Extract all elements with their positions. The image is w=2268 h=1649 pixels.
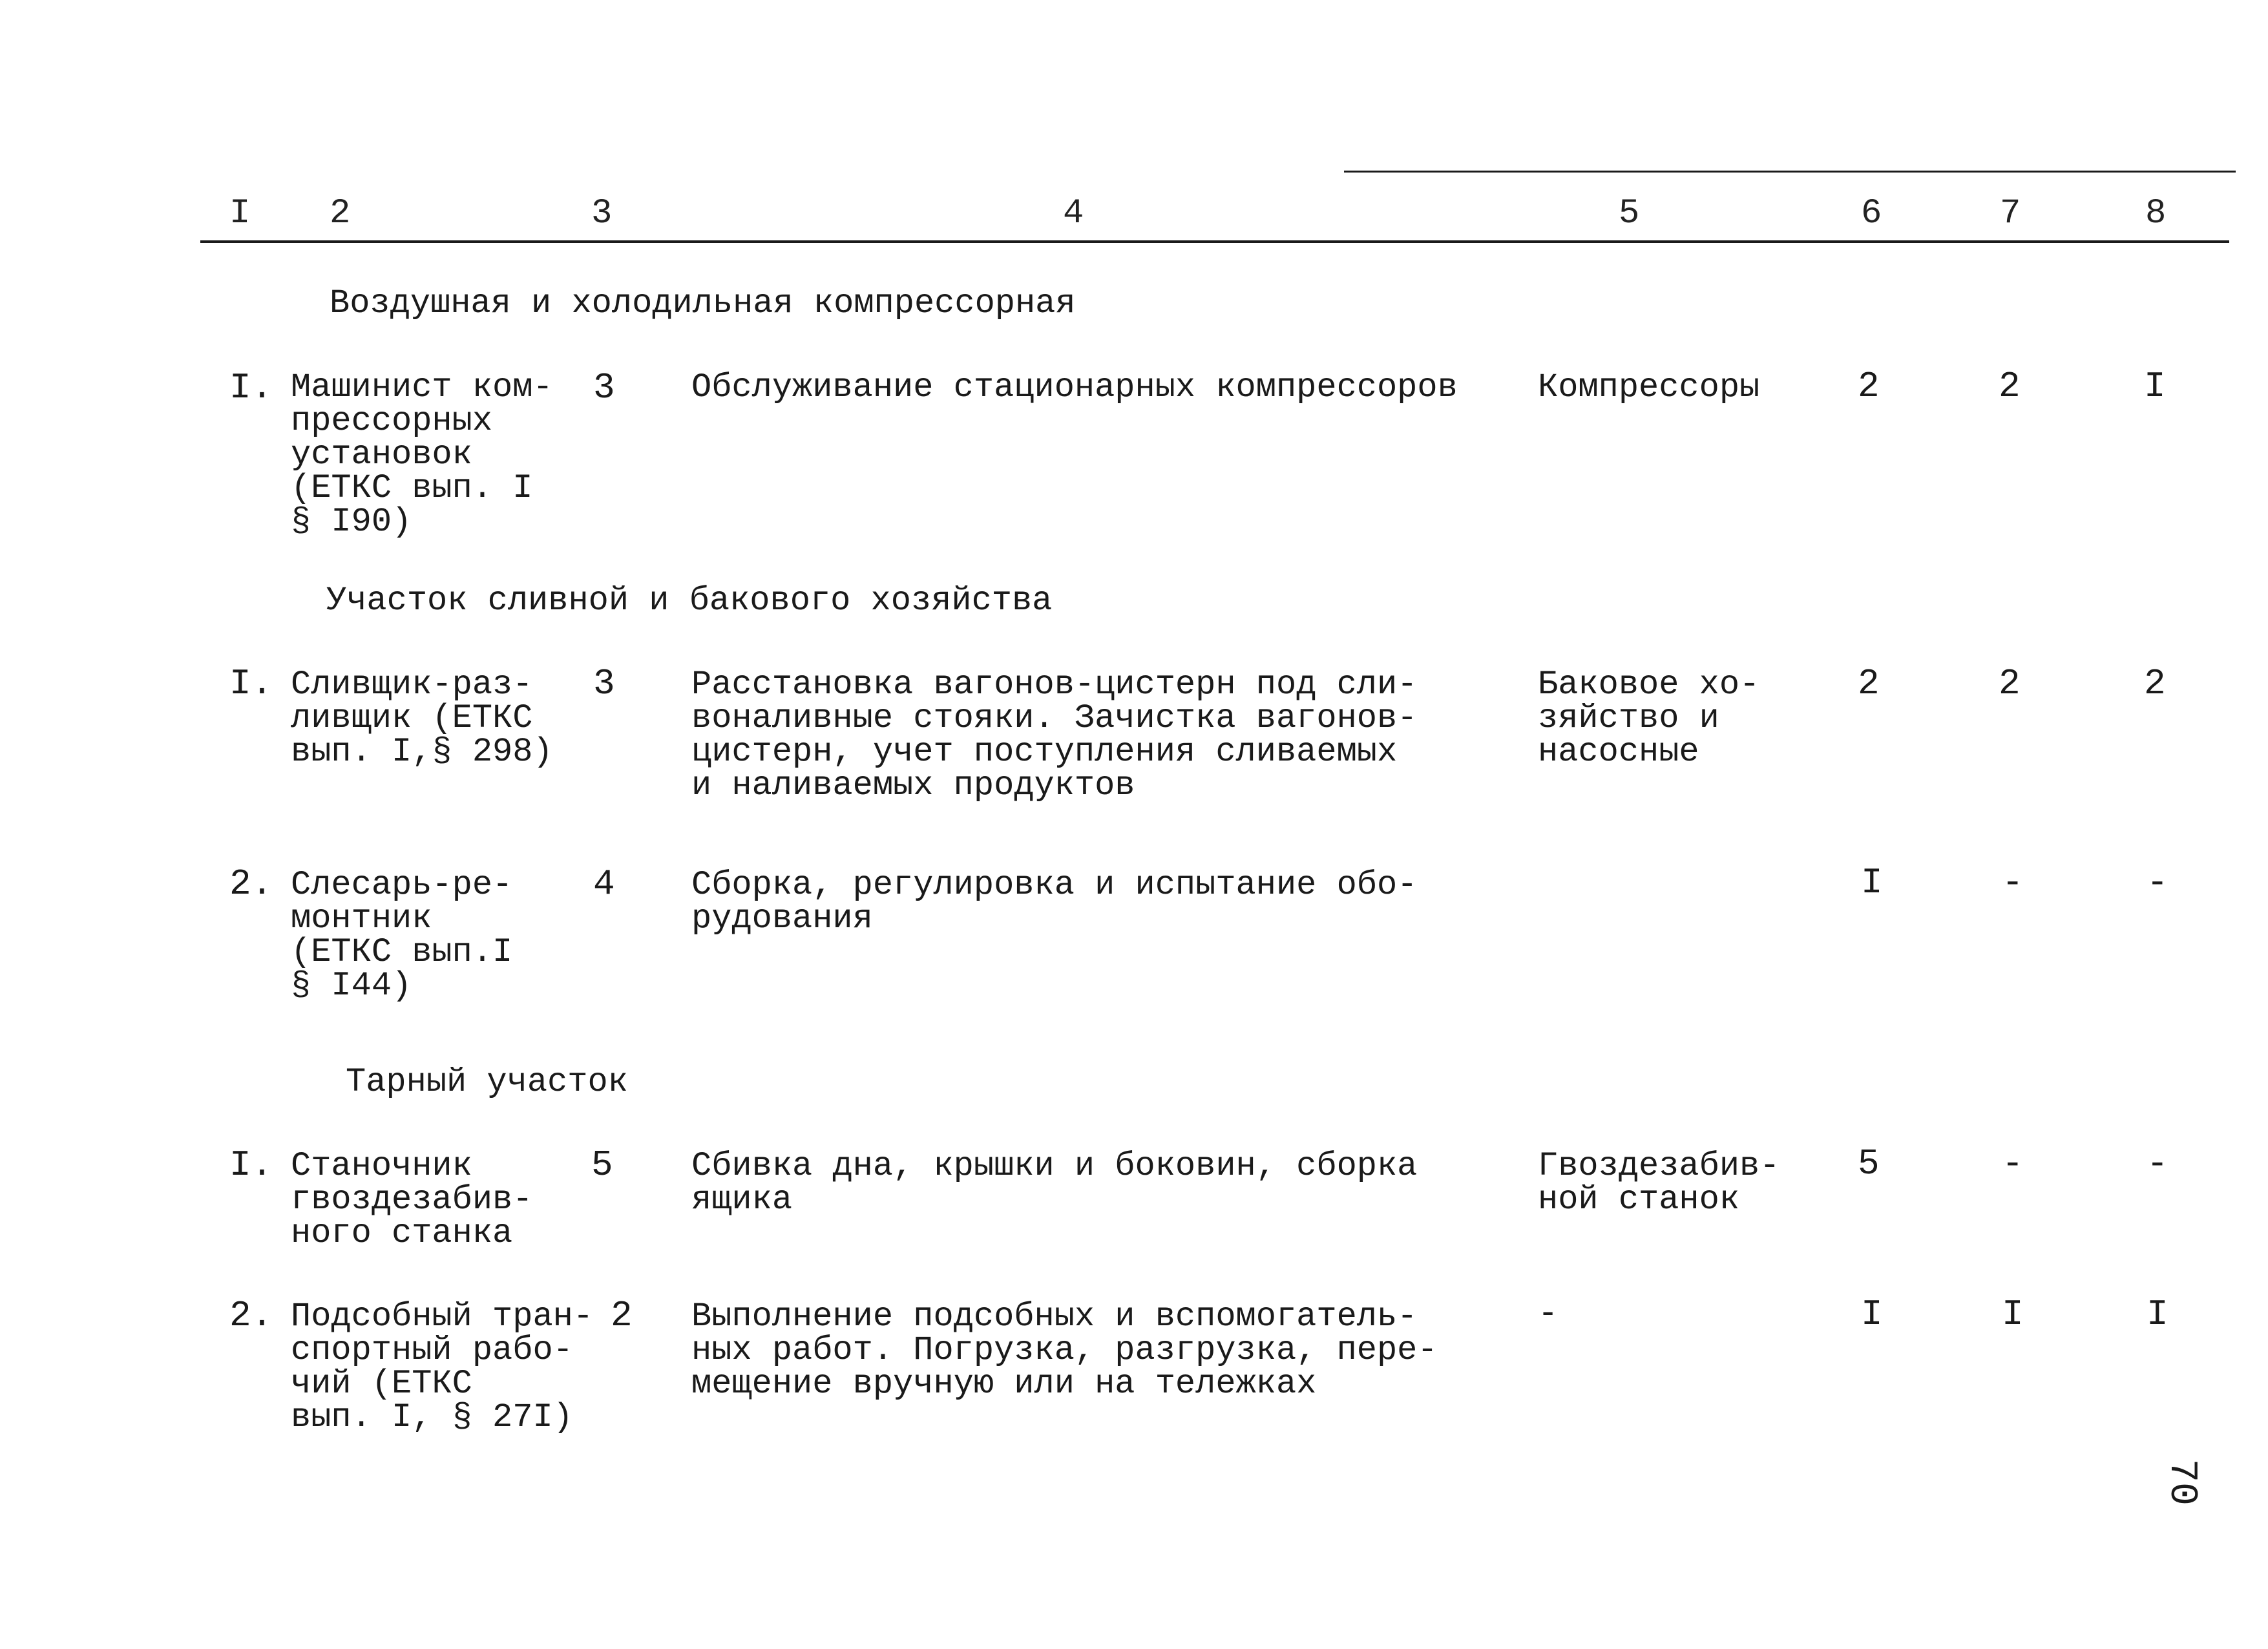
grade-cell: 3 — [593, 663, 615, 704]
page-number: 70 — [2159, 1458, 2204, 1506]
work-cell: Обслуживание стационарных компрессоров — [691, 368, 1458, 406]
col8-cell: - — [2147, 1143, 2168, 1184]
col7-cell: 2 — [1999, 663, 2021, 704]
row-number: I. — [229, 663, 273, 704]
column-header-3: 3 — [591, 194, 613, 233]
column-header-5: 5 — [1619, 194, 1640, 233]
grade-cell: 4 — [593, 863, 615, 905]
section-title: Участок сливной и бакового хозяйства — [326, 582, 1053, 620]
work-cell: Сборка, регулировка и испытание обо- рудования — [691, 866, 1418, 938]
work-cell: Выполнение подсобных и вспомогатель- ных работ. Погрузка, разгрузка, пере- мещение вручную или на тележках — [691, 1297, 1438, 1403]
col6-cell: I — [1861, 862, 1883, 903]
site-cell: - — [1538, 1295, 1559, 1333]
work-cell: Расстановка вагонов-цистерн под сли- воналивные стояки. Зачистка вагонов- цистерн, учет поступления сливаемых и наливаемых продуктов — [691, 666, 1418, 804]
row-number: I. — [229, 367, 273, 408]
header-top-rule — [1344, 171, 2236, 173]
profession-cell: Станочник гвоздезабив- ного станка — [291, 1147, 533, 1252]
column-header-1: I — [229, 194, 251, 233]
column-header-6: 6 — [1861, 194, 1882, 233]
col7-cell: - — [2002, 1143, 2024, 1184]
header-bottom-rule — [200, 240, 2229, 243]
profession-cell: Подсобный тран- спортный рабо- чий (ЕТКС вып. I, § 27I) — [291, 1297, 594, 1436]
col8-cell: I — [2147, 1294, 2168, 1335]
column-header-4: 4 — [1063, 194, 1084, 233]
work-cell: Сбивка дна, крышки и боковин, сборка ящика — [691, 1147, 1418, 1219]
column-header-8: 8 — [2145, 194, 2167, 233]
profession-cell: Слесарь-ре- монтник (ЕТКС вып.I § I44) — [291, 866, 513, 1005]
row-number: 2. — [229, 1295, 273, 1336]
profession-cell: Машинист ком- прессорных установок (ЕТКС вып. I § I90) — [291, 368, 553, 541]
site-cell: Компрессоры — [1538, 368, 1760, 406]
row-number: 2. — [229, 863, 273, 905]
column-header-2: 2 — [330, 194, 351, 233]
col7-cell: I — [2002, 1294, 2024, 1335]
site-cell: Баковое хо- зяйство и насосные — [1538, 666, 1760, 771]
col6-cell: 2 — [1858, 663, 1880, 704]
grade-cell: 3 — [593, 367, 615, 408]
col8-cell: I — [2144, 366, 2166, 407]
col6-cell: 5 — [1858, 1143, 1880, 1184]
col6-cell: 2 — [1858, 366, 1880, 407]
section-title: Тарный участок — [346, 1063, 628, 1101]
col7-cell: 2 — [1999, 366, 2021, 407]
row-number: I. — [229, 1144, 273, 1186]
grade-cell: 5 — [591, 1144, 613, 1186]
grade-cell: 2 — [611, 1295, 633, 1336]
col8-cell: - — [2147, 862, 2168, 903]
section-title: Воздушная и холодильная компрессорная — [330, 284, 1076, 322]
column-header-7: 7 — [2000, 194, 2021, 233]
col6-cell: I — [1861, 1294, 1883, 1335]
profession-cell: Сливщик-раз- ливщик (ЕТКС вып. I,§ 298) — [291, 666, 553, 771]
col7-cell: - — [2002, 862, 2024, 903]
col8-cell: 2 — [2144, 663, 2166, 704]
site-cell: Гвоздезабив- ной станок — [1538, 1147, 1780, 1219]
